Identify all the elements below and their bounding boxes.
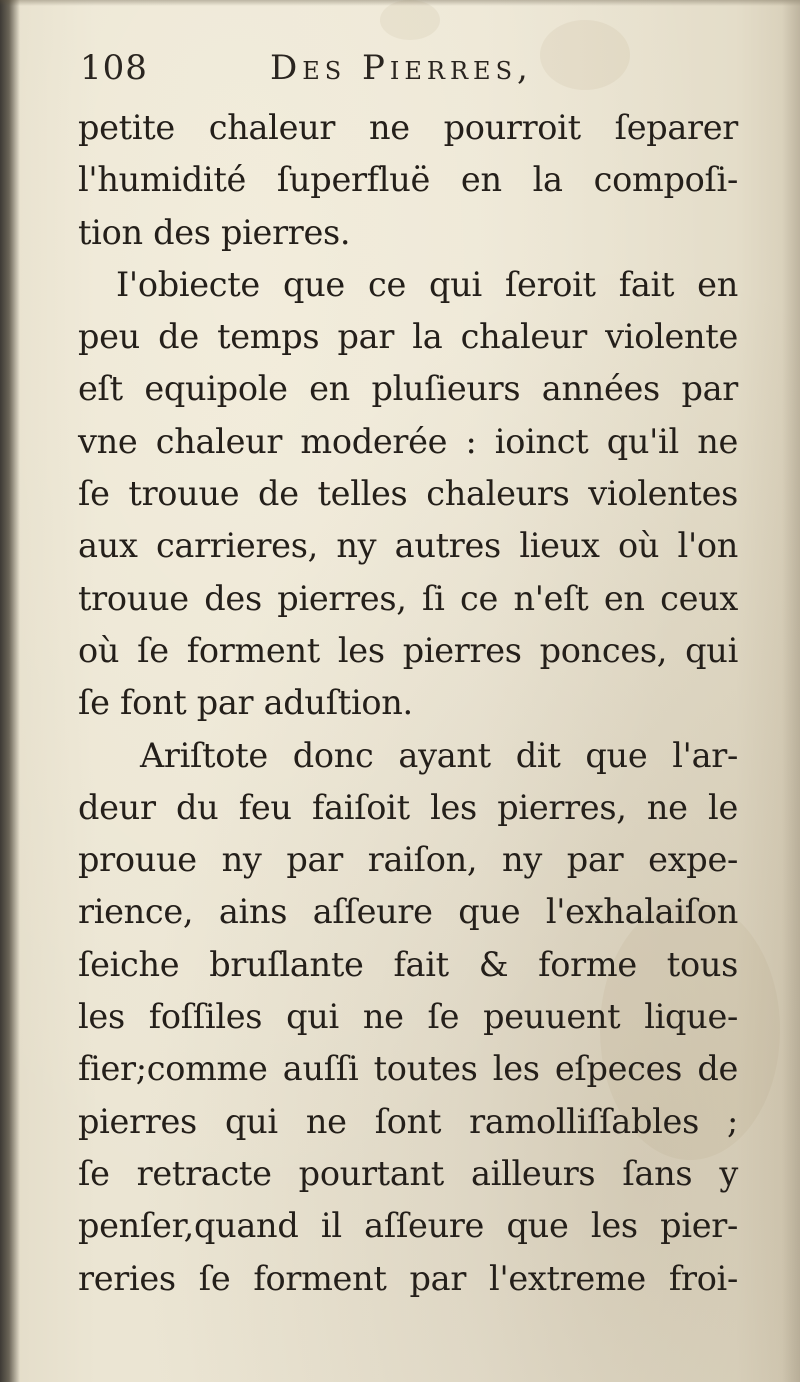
text-line: peu de temps par la chaleur violente <box>78 317 738 357</box>
text-line: vne chaleur moderée : ioinct qu'il ne <box>78 421 738 461</box>
text-line: fier;comme auſſi toutes les eſpeces de <box>78 1049 738 1089</box>
text-line: rience, ains aſſeure que l'exhalaiſon <box>78 892 738 932</box>
text-line: où ſe forment les pierres ponces, qui <box>78 630 738 670</box>
text-line: ſe trouue de telles chaleurs violentes <box>78 474 738 514</box>
text-line: pierres qui ne ſont ramolliſſables ; <box>78 1101 738 1141</box>
text-line: l'humidité ſuperfluë en la compoſi- <box>78 160 738 200</box>
text-line: petite chaleur ne pourroit ſeparer <box>78 108 738 147</box>
text-line: I'obiecte que ce qui ſeroit fait en <box>116 264 738 304</box>
text-line: Ariſtote donc ayant dit que l'ar- <box>140 735 738 775</box>
text-line: penſer,quand il aſſeure que les pier- <box>78 1206 738 1246</box>
page-number: 108 <box>80 48 148 88</box>
text-block <box>78 102 738 1305</box>
running-title: Des Pierres, <box>270 48 533 88</box>
text-line: ſe font par aduſtion. <box>78 683 413 723</box>
text-line: les foſſiles qui ne ſe peuuent lique- <box>78 997 738 1037</box>
text-line: aux carrieres, ny autres lieux où l'on <box>78 526 738 566</box>
page-right-edge <box>782 0 800 1382</box>
text-line: prouue ny par raiſon, ny par expe- <box>78 840 738 880</box>
text-line: eſt equipole en pluſieurs années par <box>78 369 738 409</box>
text-line: reries ſe forment par l'extreme froi- <box>78 1258 738 1298</box>
binding-gutter-shadow <box>0 0 20 1382</box>
text-line: tion des pierres. <box>78 212 351 252</box>
text-line: ſeiche bruſlante fait & forme tous <box>78 944 738 984</box>
text-line: deur du feu faiſoit les pierres, ne le <box>78 787 738 827</box>
text-line: trouue des pierres, ſi ce n'eſt en ceux <box>78 578 738 618</box>
paper-stain <box>380 0 440 40</box>
page-header <box>80 44 720 104</box>
text-line: ſe retracte pourtant ailleurs ſans y <box>78 1153 738 1193</box>
